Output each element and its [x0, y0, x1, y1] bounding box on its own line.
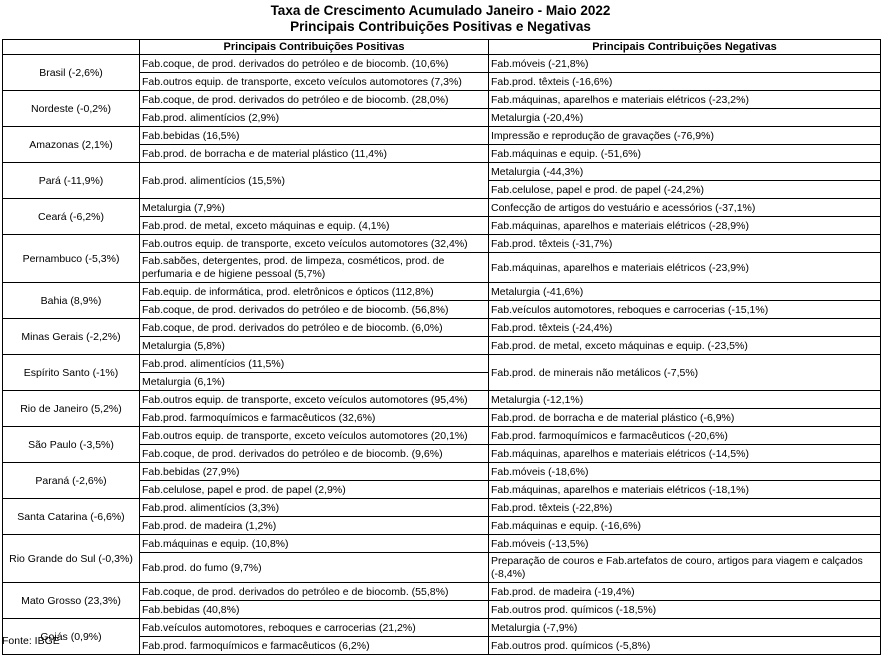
table-row	[3, 55, 881, 73]
table-row	[3, 127, 881, 145]
state-cell: Espírito Santo (-1%)	[3, 355, 140, 391]
state-cell: Pernambuco (-5,3%)	[3, 235, 140, 283]
negative-contribution-cell: Metalurgia (-44,3%)	[489, 163, 881, 181]
negative-contribution-cell: Fab.máquinas, aparelhos e materiais elétricos (-23,2%)	[489, 91, 881, 109]
table-row	[3, 355, 881, 373]
table-row	[3, 427, 881, 445]
state-cell: Brasil (-2,6%)	[3, 55, 140, 91]
negative-contribution-cell: Fab.máquinas e equip. (-16,6%)	[489, 517, 881, 535]
positive-contribution-cell: Metalurgia (7,9%)	[140, 199, 489, 217]
positive-contribution-cell: Fab.coque, de prod. derivados do petróleo e de biocomb. (55,8%)	[140, 583, 489, 601]
positive-contribution-cell: Metalurgia (6,1%)	[140, 373, 489, 391]
negative-contribution-cell: Fab.prod. têxteis (-31,7%)	[489, 235, 881, 253]
negative-contribution-cell: Fab.prod. de metal, exceto máquinas e equip. (-23,5%)	[489, 337, 881, 355]
positive-contribution-cell: Fab.coque, de prod. derivados do petróleo e de biocomb. (10,6%)	[140, 55, 489, 73]
table-row	[3, 463, 881, 481]
positive-contribution-cell: Fab.equip. de informática, prod. eletrônicos e ópticos (112,8%)	[140, 283, 489, 301]
positive-contribution-cell: Fab.bebidas (27,9%)	[140, 463, 489, 481]
state-cell: Ceará (-6,2%)	[3, 199, 140, 235]
state-cell: Goiás (0,9%)	[3, 619, 140, 655]
state-cell: Minas Gerais (-2,2%)	[3, 319, 140, 355]
positive-contribution-cell: Fab.outros equip. de transporte, exceto veículos automotores (95,4%)	[140, 391, 489, 409]
negative-contribution-cell: Fab.outros prod. químicos (-5,8%)	[489, 637, 881, 655]
table-title: Taxa de Crescimento Acumulado Janeiro - Maio 2022	[270, 3, 611, 18]
positive-contribution-cell: Fab.coque, de prod. derivados do petróleo e de biocomb. (6,0%)	[140, 319, 489, 337]
negative-contribution-cell: Confecção de artigos do vestuário e acessórios (-37,1%)	[489, 199, 881, 217]
state-cell: Rio Grande do Sul (-0,3%)	[3, 535, 140, 583]
positive-contribution-cell: Fab.bebidas (40,8%)	[140, 601, 489, 619]
positive-contribution-cell: Fab.outros equip. de transporte, exceto veículos automotores (20,1%)	[140, 427, 489, 445]
state-cell: São Paulo (-3,5%)	[3, 427, 140, 463]
state-cell: Santa Catarina (-6,6%)	[3, 499, 140, 535]
table-row	[3, 619, 881, 637]
header-row	[3, 40, 881, 55]
table-row	[3, 319, 881, 337]
positive-contribution-cell: Fab.máquinas e equip. (10,8%)	[140, 535, 489, 553]
positive-contribution-cell: Fab.sabões, detergentes, prod. de limpeza, cosméticos, prod. de perfumaria e de higiene pessoal (5,7%)	[140, 253, 489, 283]
negative-contribution-cell: Fab.máquinas, aparelhos e materiais elétricos (-23,9%)	[489, 253, 881, 283]
positive-contribution-cell: Fab.outros equip. de transporte, exceto veículos automotores (32,4%)	[140, 235, 489, 253]
negative-contribution-cell: Preparação de couros e Fab.artefatos de couro, artigos para viagem e calçados (-8,4%)	[489, 553, 881, 583]
negative-contribution-cell: Fab.celulose, papel e prod. de papel (-24,2%)	[489, 181, 881, 199]
positive-contribution-cell: Fab.celulose, papel e prod. de papel (2,9%)	[140, 481, 489, 499]
state-cell: Pará (-11,9%)	[3, 163, 140, 199]
table-row	[3, 91, 881, 109]
negative-contribution-cell: Metalurgia (-12,1%)	[489, 391, 881, 409]
state-cell: Nordeste (-0,2%)	[3, 91, 140, 127]
table-row	[3, 499, 881, 517]
positive-contribution-cell: Fab.bebidas (16,5%)	[140, 127, 489, 145]
positive-contribution-cell: Fab.prod. do fumo (9,7%)	[140, 553, 489, 583]
positive-contribution-cell: Fab.veículos automotores, reboques e carrocerias (21,2%)	[140, 619, 489, 637]
negative-contribution-cell: Fab.máquinas, aparelhos e materiais elétricos (-28,9%)	[489, 217, 881, 235]
table-row	[3, 199, 881, 217]
state-cell: Amazonas (2,1%)	[3, 127, 140, 163]
table-row	[3, 283, 881, 301]
negative-contribution-cell: Fab.prod. de madeira (-19,4%)	[489, 583, 881, 601]
positive-contribution-cell: Fab.prod. de madeira (1,2%)	[140, 517, 489, 535]
positive-contribution-cell: Fab.prod. alimentícios (3,3%)	[140, 499, 489, 517]
negative-contribution-cell: Fab.prod. de borracha e de material plástico (-6,9%)	[489, 409, 881, 427]
negative-contribution-cell: Fab.máquinas, aparelhos e materiais elétricos (-18,1%)	[489, 481, 881, 499]
table-row	[3, 163, 881, 181]
negative-contribution-cell: Impressão e reprodução de gravações (-76,9%)	[489, 127, 881, 145]
positive-contribution-cell: Fab.prod. farmoquímicos e farmacêuticos (6,2%)	[140, 637, 489, 655]
header-negative: Principais Contribuições Negativas	[489, 40, 881, 55]
negative-contribution-cell: Fab.prod. têxteis (-16,6%)	[489, 73, 881, 91]
state-cell: Paraná (-2,6%)	[3, 463, 140, 499]
negative-contribution-cell: Fab.móveis (-13,5%)	[489, 535, 881, 553]
positive-contribution-cell: Fab.prod. alimentícios (2,9%)	[140, 109, 489, 127]
header-positive: Principais Contribuições Positivas	[140, 40, 489, 55]
positive-contribution-cell: Fab.coque, de prod. derivados do petróleo e de biocomb. (28,0%)	[140, 91, 489, 109]
state-cell: Bahia (8,9%)	[3, 283, 140, 319]
positive-contribution-cell: Fab.coque, de prod. derivados do petróleo e de biocomb. (9,6%)	[140, 445, 489, 463]
table-row	[3, 535, 881, 553]
positive-contribution-cell: Fab.prod. alimentícios (15,5%)	[140, 163, 489, 199]
positive-contribution-cell: Fab.coque, de prod. derivados do petróleo e de biocomb. (56,8%)	[140, 301, 489, 319]
header-state	[3, 40, 140, 55]
negative-contribution-cell: Metalurgia (-20,4%)	[489, 109, 881, 127]
table-subtitle: Principais Contribuições Positivas e Negativas	[290, 19, 591, 34]
negative-contribution-cell: Fab.móveis (-18,6%)	[489, 463, 881, 481]
positive-contribution-cell: Metalurgia (5,8%)	[140, 337, 489, 355]
positive-contribution-cell: Fab.prod. alimentícios (11,5%)	[140, 355, 489, 373]
negative-contribution-cell: Fab.máquinas e equip. (-51,6%)	[489, 145, 881, 163]
positive-contribution-cell: Fab.prod. farmoquímicos e farmacêuticos (32,6%)	[140, 409, 489, 427]
table-row	[3, 235, 881, 253]
negative-contribution-cell: Fab.prod. de minerais não metálicos (-7,5%)	[489, 355, 881, 391]
contributions-table	[2, 39, 881, 655]
negative-contribution-cell: Fab.prod. têxteis (-24,4%)	[489, 319, 881, 337]
negative-contribution-cell: Fab.prod. farmoquímicos e farmacêuticos (-20,6%)	[489, 427, 881, 445]
state-cell: Rio de Janeiro (5,2%)	[3, 391, 140, 427]
negative-contribution-cell: Fab.veículos automotores, reboques e carrocerias (-15,1%)	[489, 301, 881, 319]
positive-contribution-cell: Fab.prod. de borracha e de material plástico (11,4%)	[140, 145, 489, 163]
source-note: Fonte: IBGE	[2, 635, 60, 647]
negative-contribution-cell: Fab.móveis (-21,8%)	[489, 55, 881, 73]
negative-contribution-cell: Fab.prod. têxteis (-22,8%)	[489, 499, 881, 517]
table-row	[3, 583, 881, 601]
state-cell: Mato Grosso (23,3%)	[3, 583, 140, 619]
negative-contribution-cell: Fab.máquinas, aparelhos e materiais elétricos (-14,5%)	[489, 445, 881, 463]
positive-contribution-cell: Fab.outros equip. de transporte, exceto veículos automotores (7,3%)	[140, 73, 489, 91]
table-row	[3, 391, 881, 409]
negative-contribution-cell: Fab.outros prod. químicos (-18,5%)	[489, 601, 881, 619]
positive-contribution-cell: Fab.prod. de metal, exceto máquinas e equip. (4,1%)	[140, 217, 489, 235]
negative-contribution-cell: Metalurgia (-7,9%)	[489, 619, 881, 637]
negative-contribution-cell: Metalurgia (-41,6%)	[489, 283, 881, 301]
